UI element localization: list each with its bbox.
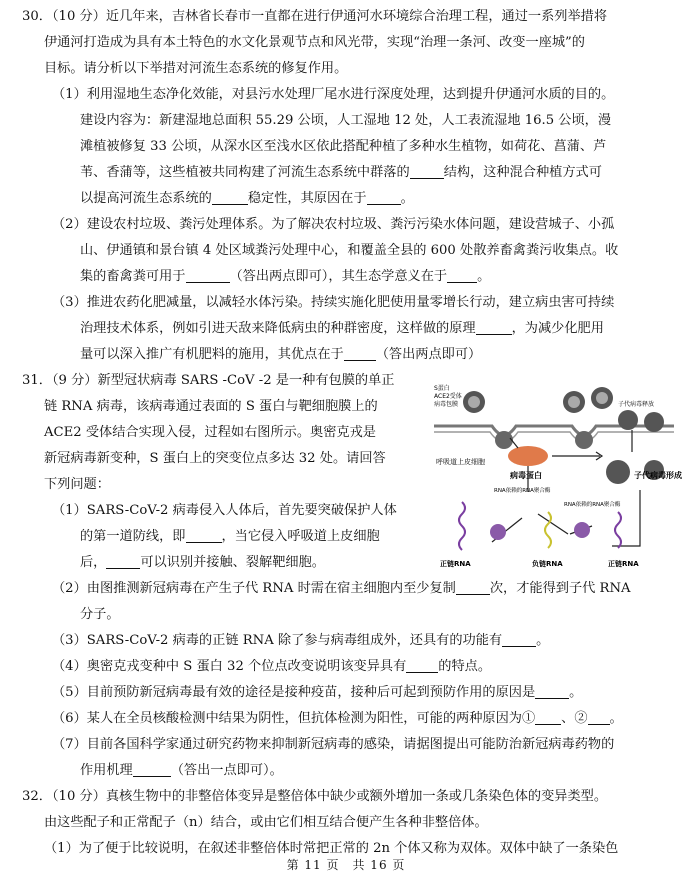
q30-line-13: 治理技术体系，例如引进天敌来降低病虫的种群密度，这样做的原理 ，为减少化肥用: [0, 316, 692, 342]
q30-line-5: 建设内容为：新建湿地总面积 55.29 公顷，人工湿地 12 处，人工表流湿地 16.5 公顷，漫: [80, 113, 612, 128]
q30-line-6: 滩植被修复 33 公顷，从深水区至浅水区依此搭配种植了多种水生植物，如荷花、菖蒲、芦: [80, 139, 607, 154]
label-s-protein: S蛋白: [434, 385, 450, 392]
rdrp-enzyme-icon: [490, 524, 506, 540]
virus-icon: [463, 391, 485, 413]
q30-sub-2: （2）建设农村垃圾、粪污处理体系。为了解决农村垃圾、粪污污染水体问题，建设营城子、小孤: [52, 217, 615, 232]
positive-rna-strand: [459, 502, 465, 550]
q30-line-7: 苇、香蒲等，这些植被共同构建了河流生态系统中群落的 结构，这种混合种植方式可: [0, 160, 692, 186]
q31-line-16: 作用机理 （答出一点即可）。: [0, 758, 692, 784]
answer-blank[interactable]: [502, 630, 536, 647]
q31-line-3: ACE2 受体结合实现入侵，过程如右图所示。奥密克戎是: [44, 425, 376, 440]
answer-blank[interactable]: [133, 760, 171, 777]
host-cell-membrane: [434, 426, 674, 435]
answer-blank[interactable]: [447, 266, 477, 283]
q31-line-2: 链 RNA 病毒，该病毒通过表面的 S 蛋白与靶细胞膜上的: [44, 399, 378, 414]
q30-line-1: 30．（10 分）近几年来，吉林省长春市一直都在进行伊通河水环境综合治理工程，通过一系列举措将: [22, 9, 608, 24]
question-30: [0, 4, 692, 368]
answer-blank[interactable]: [588, 708, 610, 725]
answer-blank[interactable]: [212, 188, 248, 205]
progeny-virus-icon: [606, 460, 630, 484]
label-positive-rna: 正链RNA: [440, 560, 471, 568]
q30-line-14: 量可以深入推广有机肥料的施用，其优点在于 （答出两点即可）: [0, 342, 692, 368]
q30-sub-3: （3）推进农药化肥减量，以减轻水体污染。持续实施化肥使用量零增长行动，建立病虫害可持续: [52, 295, 615, 310]
answer-blank[interactable]: [456, 578, 490, 595]
answer-blank[interactable]: [406, 656, 438, 673]
answer-blank[interactable]: [186, 266, 230, 283]
q31-sub-7: （7）目前各国科学家通过研究药物来抑制新冠病毒的感染，请据图提出可能防治新冠病毒药物的: [52, 737, 615, 752]
label-negative-rna: 负链RNA: [532, 560, 563, 568]
q30-line-11: 集的畜禽粪可用于 （答出两点即可），其生态学意义在于 。: [0, 264, 692, 290]
viral-protein-blob: [508, 446, 548, 466]
q31-sub-4: （4）奥密克戎变种中 S 蛋白 32 个位点改变说明该变异具有 的特点。: [0, 654, 692, 680]
answer-blank[interactable]: [476, 318, 512, 335]
q32-line-1: 32．（10 分）真核生物中的非整倍体变异是整倍体中缺少或额外增加一条或几条染色体的变异类型。: [22, 789, 608, 804]
answer-blank[interactable]: [344, 344, 376, 361]
label-virus-membrane: 病毒包膜: [434, 401, 459, 408]
virus-icon: [591, 387, 613, 409]
q31-sub-1: （1）SARS-CoV-2 病毒侵入人体后，首先要突破保护人体: [52, 503, 397, 518]
question-32: [0, 784, 692, 862]
virus-infection-diagram: [432, 382, 682, 578]
q30-line-8: 以提高河流生态系统的 稳定性，其原因在于 。: [0, 186, 692, 212]
q30-sub-1: （1）利用湿地生态净化效能，对县污水处理厂尾水进行深度处理，达到提升伊通河水质的目的。: [52, 87, 615, 102]
q31-line-4: 新冠病毒新变种，S 蛋白上的突变位点多达 32 处。请回答: [44, 451, 386, 466]
q31-sub-6: （6）某人在全员核酸检测中结果为阴性，但抗体检测为阳性，可能的两种原因为① 、② 。: [0, 706, 692, 732]
answer-blank[interactable]: [410, 162, 444, 179]
rdrp-enzyme-icon: [574, 522, 590, 538]
positive-rna-strand-2: [615, 512, 621, 548]
virus-icon: [495, 431, 513, 449]
page-footer: 第 11 页 共 16 页: [286, 858, 406, 872]
q31-line-5: 下列问题：: [44, 477, 110, 492]
q31-line-1: 31．（9 分）新型冠状病毒 SARS -CoV -2 是一种有包膜的单正: [22, 373, 395, 388]
answer-blank[interactable]: [186, 526, 222, 543]
answer-blank[interactable]: [535, 682, 569, 699]
q31-line-7: 的第一道防线，即 ，当它侵入呼吸道上皮细胞: [0, 524, 692, 550]
q30-line-2: 伊通河打造成为具有本土特色的水文化景观节点和风光带，实现“治理一条河、改变一座城”的: [44, 35, 585, 50]
virus-icon: [644, 412, 664, 432]
virus-icon: [618, 410, 638, 430]
q31-line-10: 分子。: [80, 607, 120, 622]
q30-line-10: 山、伊通镇和景台镇 4 处区域粪污处理中心，和覆盖全县的 600 处散养畜禽粪污收集点。收: [80, 243, 619, 258]
label-progeny-release: 子代病毒释放: [618, 401, 655, 408]
label-rdrp-1: RNA依赖的RNA聚合酶: [494, 488, 551, 494]
q32-line-2: 由这些配子和正常配子（n）结合，或由它们相互结合便产生各种非整倍体。: [44, 815, 488, 830]
label-ace2: ACE2受体: [434, 393, 462, 400]
answer-blank[interactable]: [367, 188, 401, 205]
q31-sub-5: （5）目前预防新冠病毒最有效的途径是接种疫苗，接种后可起到预防作用的原因是 。: [0, 680, 692, 706]
label-epithelium: 呼吸道上皮细胞: [436, 458, 485, 466]
q30-line-3: 目标。请分析以下举措对河流生态系统的修复作用。: [44, 61, 348, 76]
answer-blank[interactable]: [535, 708, 561, 725]
label-rdrp-2: RNA依赖的RNA聚合酶: [564, 502, 621, 508]
negative-rna-strand: [545, 512, 551, 548]
q31-sub-2: （2）由图推测新冠病毒在产生子代 RNA 时需在宿主细胞内至少复制 次，才能得到子代 RNA: [0, 576, 692, 602]
label-positive-rna-2: 正链RNA: [608, 560, 639, 568]
label-viral-protein: 病毒蛋白: [510, 471, 542, 480]
virus-icon: [563, 391, 585, 413]
q31-line-8: 后， 可以识别并接触、裂解靶细胞。: [0, 550, 692, 576]
q31-sub-3: （3）SARS-CoV-2 病毒的正链 RNA 除了参与病毒组成外，还具有的功能有 。: [0, 628, 692, 654]
label-progeny-formation: 子代病毒形成: [634, 471, 682, 480]
virus-icon: [575, 431, 593, 449]
q32-sub-1: （1）为了便于比较说明，在叙述非整倍体时常把正常的 2n 个体又称为双体。双体中缺了一条染色: [44, 841, 619, 856]
answer-blank[interactable]: [106, 552, 140, 569]
